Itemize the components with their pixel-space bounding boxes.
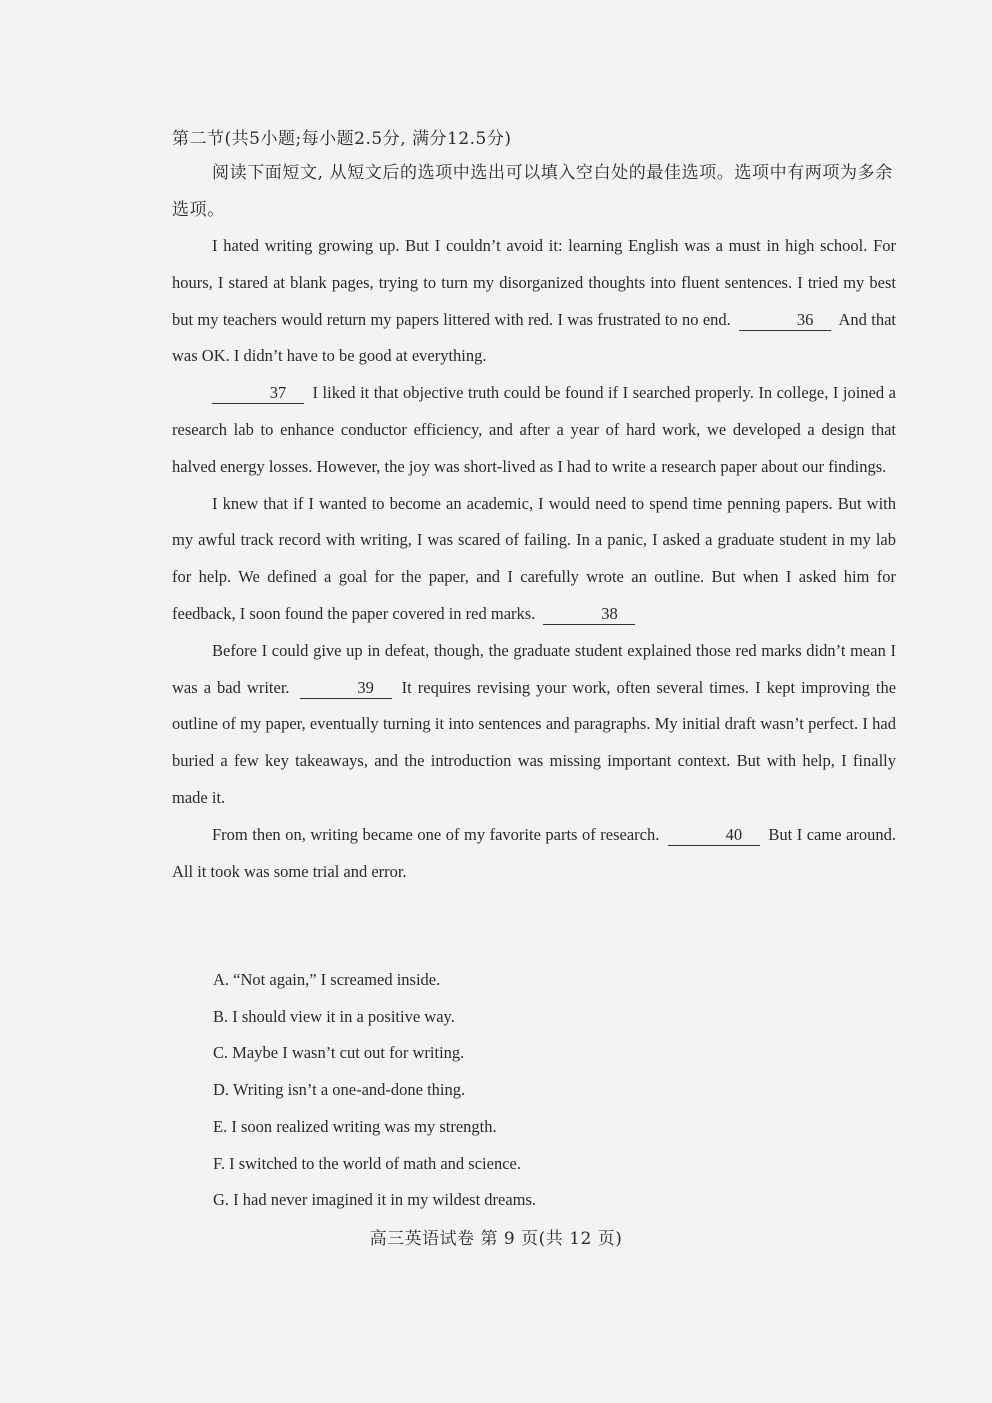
- option-f: F. I switched to the world of math and science.: [213, 1153, 521, 1173]
- option-a: A. “Not again,” I screamed inside.: [213, 970, 441, 989]
- answer-options: [213, 962, 893, 1219]
- paragraph-text: Before I could give up in defeat, though, the graduate student explained those red marks didn’t mean I was a bad writer.: [172, 640, 896, 697]
- option-e: E. I soon realized writing was my strength.: [213, 1116, 497, 1136]
- paragraph-text: From then on, writing became one of my favorite parts of research.: [212, 824, 660, 844]
- section-instructions: 阅读下面短文, 从短文后的选项中选出可以填入空白处的最佳选项。选项中有两项为多余选项。: [172, 163, 893, 220]
- answer-blank-36: 36: [739, 310, 831, 331]
- section-title: 第二节(共5小题;每小题2.5分, 满分12.5分): [172, 129, 512, 149]
- paragraph-text: It requires revising your work, often several times. I kept improving the outline of my paper, eventually turning it into sentences and paragraphs. My initial draft wasn’t perfect. I had buried a few key takeaways, and the introduction was missing important context. But with help, I finally made it.: [172, 677, 897, 807]
- paragraph-text: I liked it that objective truth could be found if I searched properly. In college, I joined a research lab to enhance conductor efficiency, and after a year of hard work, we developed a design that halved energy losses. However, the joy was short-lived as I had to write a research paper about our findings.: [172, 383, 897, 476]
- page-footer: 高三英语试卷 第 9 页(共 12 页): [369, 1229, 623, 1249]
- reading-passage: [172, 228, 896, 890]
- passage-paragraph-1: [172, 228, 896, 375]
- passage-paragraph-2: [172, 375, 896, 485]
- passage-paragraph-5: [172, 817, 896, 891]
- option-d: D. Writing isn’t a one-and-done thing.: [213, 1080, 466, 1100]
- passage-paragraph-4: [172, 633, 896, 817]
- answer-blank-40: 40: [668, 825, 760, 846]
- answer-blank-37: 37: [212, 383, 304, 404]
- answer-blank-39: 39: [300, 678, 392, 699]
- option-g: G. I had never imagined it in my wildest dreams.: [213, 1190, 537, 1210]
- paragraph-text: And that was OK. I didn’t have to be good at everything.: [172, 309, 896, 366]
- paragraph-text: I hated writing growing up. But I couldn’t avoid it: learning English was a must in high school. For hours, I stared at blank pages, trying to turn my disorganized thoughts into fluent sentences. I tried my best but my teachers would return my papers littered with red. I was frustrated to no end.: [172, 236, 896, 329]
- answer-blank-38: 38: [543, 604, 635, 625]
- passage-paragraph-3: [172, 486, 896, 633]
- option-b: B. I should view it in a positive way.: [213, 1006, 455, 1026]
- paragraph-text: But I came around. All it took was some trial and error.: [172, 824, 896, 881]
- paragraph-text: I knew that if I wanted to become an academic, I would need to spend time penning papers. But with my awful track record with writing, I was scared of failing. In a panic, I asked a graduate student in my lab for help. We defined a goal for the paper, and I carefully wrote an outline. But when I asked him for feedback, I soon found the paper covered in red marks.: [172, 493, 896, 623]
- option-c: C. Maybe I wasn’t cut out for writing.: [213, 1043, 465, 1063]
